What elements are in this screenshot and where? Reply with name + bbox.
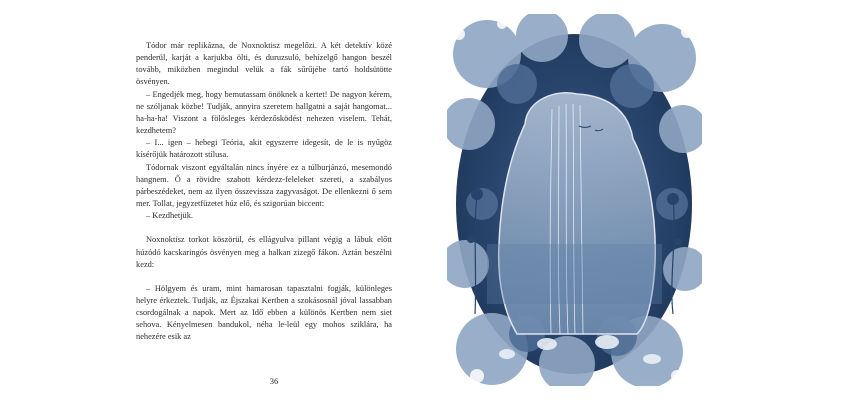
paragraph: – Kezdhetjük.	[146, 211, 193, 221]
paragraph: Tódor már replikázna, de Noxnoktisz megelőzi. A két detektív közé penderül, karját a karjukba ölti, és duruzsuló, behízelgő hangon beszél tovább, miközben megindul velük a fák sűrűjébe tartó holdsütötte ösvényen.	[136, 41, 392, 87]
mist-band	[487, 244, 662, 304]
paragraph: – I... igen – hebegi Teória, akit egyszerre idegesít, de le is nyűgöz kísérőjük határozott stílusa.	[136, 138, 392, 160]
paragraph: Tódornak viszont egyáltalán nincs ínyére ez a túlburjánzó, mesemondó hangnem. Ő a rövidre szabott kérdezz-feleleket szereti, a szabályos párbeszédeket, nem az ilyen összevissza zagyvaságot. De ellenkezni ő sem mer. Tollat, jegyzetfüzetet húz elő, és szigorúan biccent:	[136, 162, 392, 209]
paragraph-gap	[136, 222, 392, 234]
left-page-text	[136, 40, 392, 344]
paragraph: – Hölgyem és uram, mint hamarosan tapasztalni fogják, különleges helyre érkeztek. Tudják, az Éjszakai Kertben a szokásosnál jóval lassabban csordogálnak a napok. Mert az Idő ebben a különös Kertben nem siet sehova. Kényelmesen bandukol, néha le-leül egy mohos sziklára, ha nehezére esik az	[136, 283, 392, 342]
night-garden-illustration	[447, 14, 702, 386]
page-number: 36	[269, 376, 279, 386]
paragraph: Noxnoktisz torkot köszörül, és ellágyulva pillant végig a lábuk előtt húzódó kacskaringós ösvényen meg a halkan zizegő fákon. Aztán beszélni kezd:	[136, 235, 392, 269]
paragraph: – Engedjék meg, hogy bemutassam önöknek a kertet! De nagyon kérem, ne szóljanak közbe! Tudják, annyira szeretem hallgatni a saját hangomat... ha-ha-ha! Viszont a fölösleges kérdezősködést nehezen viselem. Tehát, kezdhetem?	[136, 89, 392, 136]
illustration-artwork	[447, 14, 702, 386]
paragraph-gap	[136, 271, 392, 283]
